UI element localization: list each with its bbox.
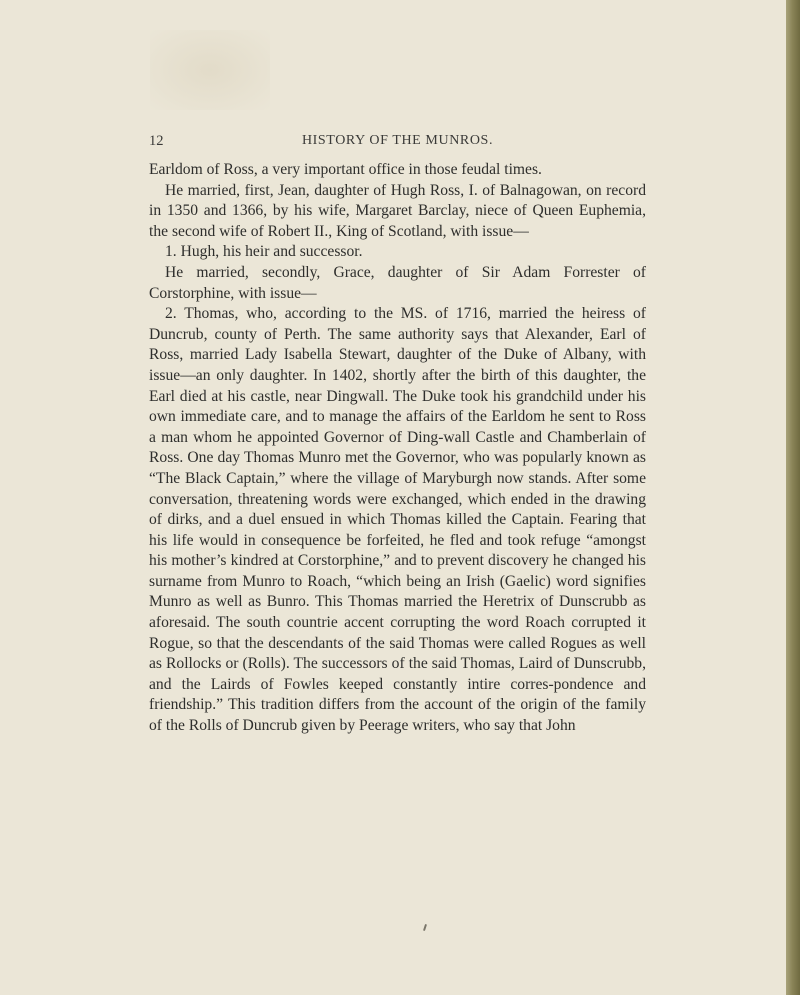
paragraph-first-marriage: He married, first, Jean, daughter of Hugh Ross, I. of Balnagowan, on record in 1350 and 1366, by his wife, Margaret Barclay, niece of Queen Euphemia, the second wife of Robert II., King of Scotland, with issue— bbox=[149, 181, 646, 240]
running-head bbox=[149, 133, 646, 153]
paper-stain bbox=[150, 30, 270, 110]
page-edge-binding bbox=[786, 0, 800, 995]
page-number: 12 bbox=[149, 133, 164, 149]
paragraph-issue-thomas: 2. Thomas, who, according to the MS. of 1716, married the heiress of Duncrub, county of Perth. The same authority says that Alexander, Earl of Ross, married Lady Isabella Stewart, daughter of the Duke of Albany, with issue—an only daughter. In 1402, shortly after the birth of this daughter, the Earl died at his castle, near Dingwall. The Duke took his grandchild under his own immediate care, and to manage the affairs of the Earldom he sent to Ross a man whom he appointed Governor of Ding-wall Castle and Chamberlain of Ross. One day Thomas Munro met the Governor, who was popularly known as “The Black Captain,” where the village of Maryburgh now stands. After some conversation, threatening words were exchanged, which ended in the drawing of dirks, and a duel ensued in which Thomas killed the Captain. Fearing that his life would in consequence be forfeited, he fled and took refuge “amongst his mother’s kindred at Corstorphine,” and to prevent discovery he changed his surname from Munro to Roach, “which being an Irish (Gaelic) word signifies Munro as well as Bunro. This Thomas married the Heretrix of Dunscrubb as aforesaid. The south countrie accent corrupting the word Roach corrupted it Rogue, so that the descendants of the said Thomas were called Rogues as well as Rollocks or (Rolls). The successors of the said Thomas, Laird of Dunscrubb, and the Lairds of Fowles keeped constantly intire corres-pondence and friendship.” This tradition differs from the account of the origin of the family of the Rolls of Duncrub given by Peerage writers, who say that John bbox=[149, 305, 646, 735]
paragraph-continuation: Earldom of Ross, a very important office in those feudal times. bbox=[149, 161, 542, 178]
body-text bbox=[149, 160, 646, 737]
paragraph-issue-hugh: 1. Hugh, his heir and successor. bbox=[165, 243, 363, 261]
ink-speck bbox=[423, 924, 427, 931]
paragraph-second-marriage: He married, secondly, Grace, daughter of Sir Adam Forrester of Corstorphine, with issue— bbox=[149, 263, 646, 302]
running-title: HISTORY OF THE MUNROS. bbox=[301, 133, 494, 148]
